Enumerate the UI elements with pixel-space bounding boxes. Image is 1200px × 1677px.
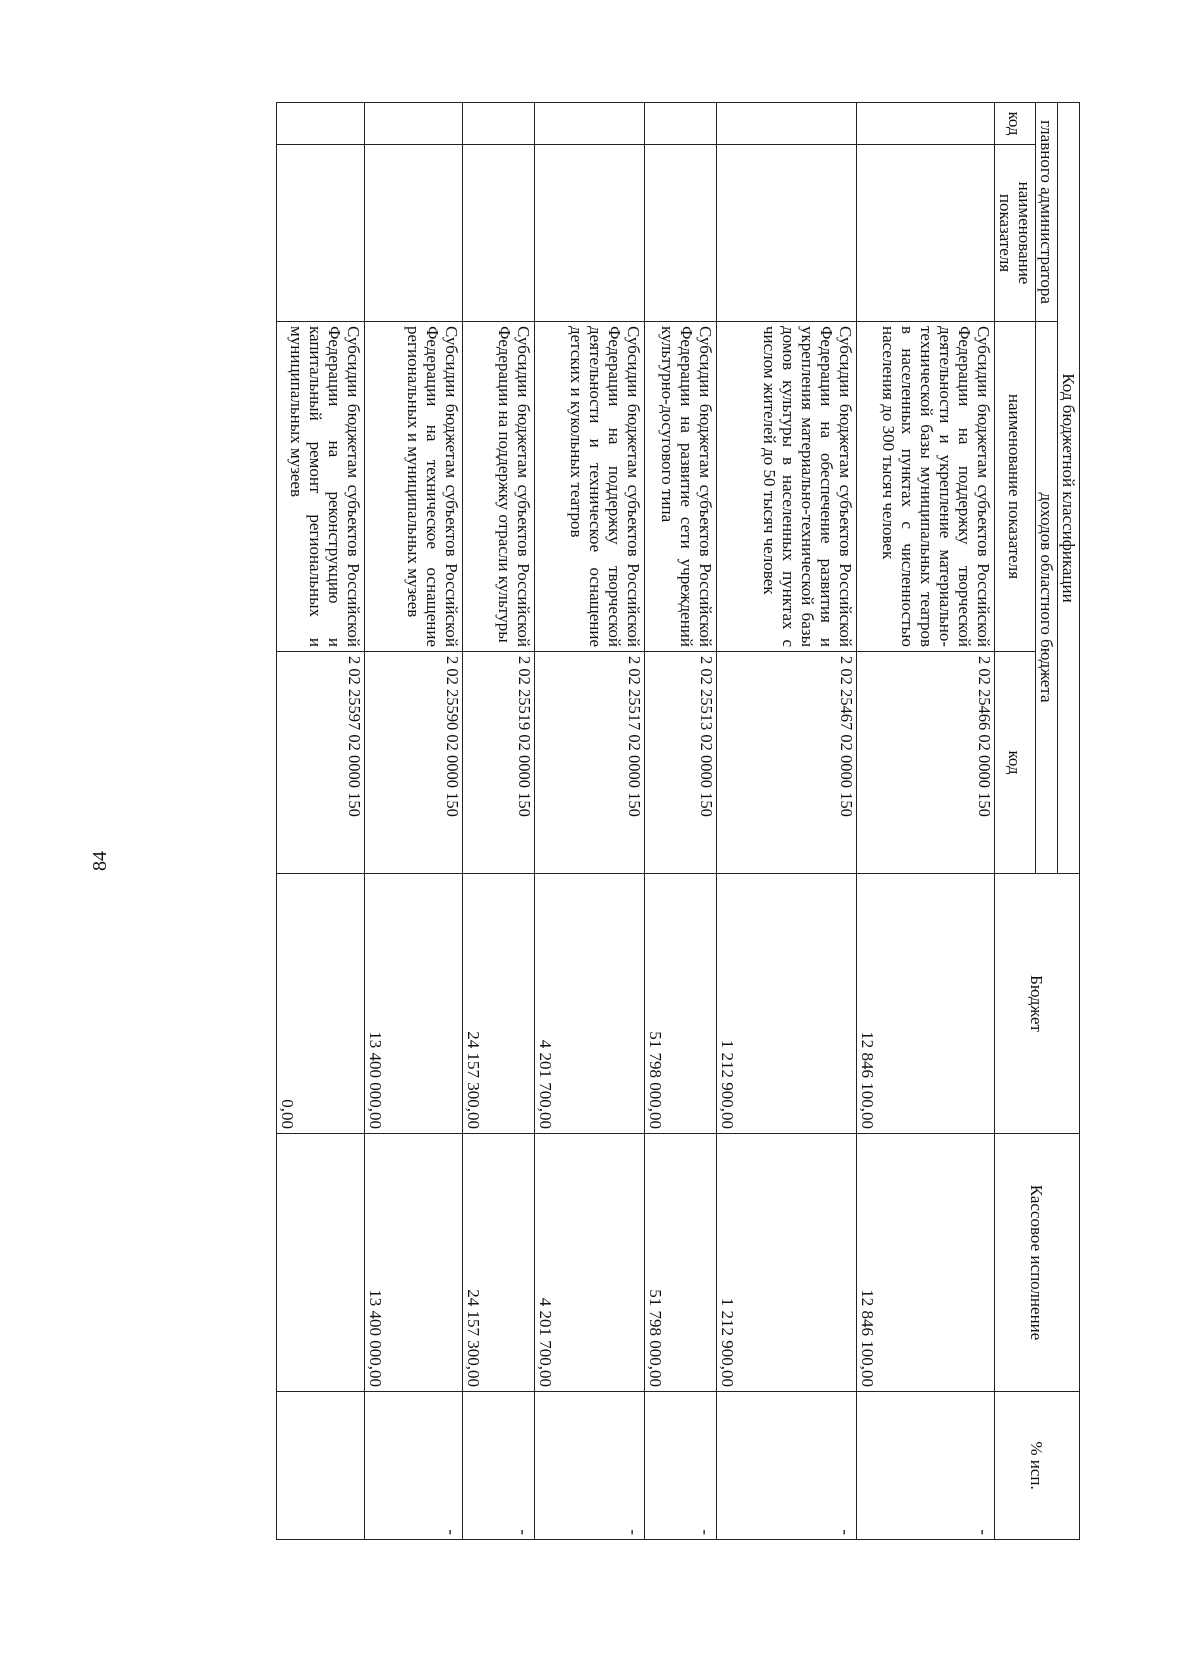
- table-row: [534, 103, 644, 1540]
- table-row: [462, 103, 534, 1540]
- table-row: [644, 103, 716, 1540]
- budget-table: [276, 102, 1080, 1540]
- indicator-name-cell: Субсидии бюджетам субъектов Российской Федерации на реконструкцию и капитальный ремонт региональных и муниципальных музеев: [276, 322, 364, 652]
- table-row: [716, 103, 856, 1540]
- cash-cell: [276, 1134, 364, 1392]
- code-cell: 2 02 25597 02 0000 150: [276, 652, 364, 874]
- income-code-header: код: [994, 652, 1035, 874]
- indicator-name-cell: Субсидии бюджетам субъектов Российской Федерации на техническое оснащение региональных и муниципальных музеев: [364, 322, 462, 652]
- admin-name-cell: [462, 145, 534, 322]
- code-cell: 2 02 25517 02 0000 150: [534, 652, 644, 874]
- indicator-name-cell: Субсидии бюджетам субъектов Российской Федерации на поддержку творческой деятельности и укрепление материально-технической базы муниципальных театров в населенных пунктах с численностью населения до 300 тысяч человек: [856, 322, 994, 652]
- budget-cell: 13 400 000,00: [364, 874, 462, 1134]
- page-number: 84: [89, 851, 111, 871]
- indicator-name-cell: Субсидии бюджетам субъектов Российской Федерации на поддержку отрасли культуры: [462, 322, 534, 652]
- budget-cell: 4 201 700,00: [534, 874, 644, 1134]
- pct-cell: -: [716, 1392, 856, 1540]
- cash-cell: 12 846 100,00: [856, 1134, 994, 1392]
- indicator-name-cell: Субсидии бюджетам субъектов Российской Федерации на обеспечение развития и укрепления материально-технической базы домов культуры в населенных пунктах с числом жителей до 50 тысяч человек: [716, 322, 856, 652]
- indicator-name-cell: Субсидии бюджетам субъектов Российской Федерации на поддержку творческой деятельности и техническое оснащение детских и кукольных театров: [534, 322, 644, 652]
- indicator-name-cell: Субсидии бюджетам субъектов Российской Федерации на развитие сети учреждений культурно-досугового типа: [644, 322, 716, 652]
- admin-name-cell: [716, 145, 856, 322]
- admin-name-cell: [856, 145, 994, 322]
- admin-code-cell: [462, 103, 534, 145]
- code-cell: 2 02 25467 02 0000 150: [716, 652, 856, 874]
- cash-cell: 1 212 900,00: [716, 1134, 856, 1392]
- admin-code-cell: [716, 103, 856, 145]
- cash-execution-header: Кассовое исполнение: [994, 1134, 1079, 1392]
- admin-name-cell: [644, 145, 716, 322]
- budget-header: Бюджет: [994, 874, 1079, 1134]
- admin-name-cell: [276, 145, 364, 322]
- regional-income-header: доходов областного бюджета: [1035, 322, 1057, 874]
- budget-cell: 51 798 000,00: [644, 874, 716, 1134]
- code-cell: 2 02 25519 02 0000 150: [462, 652, 534, 874]
- cash-cell: 51 798 000,00: [644, 1134, 716, 1392]
- table-row: [364, 103, 462, 1540]
- pct-cell: -: [462, 1392, 534, 1540]
- admin-code-cell: [644, 103, 716, 145]
- pct-execution-header: % исп.: [994, 1392, 1079, 1540]
- admin-code-cell: [856, 103, 994, 145]
- admin-name-header: наименование показателя: [994, 145, 1035, 322]
- rotated-page: [200, 102, 1080, 1539]
- budget-classification-header: Код бюджетной классификации: [1057, 103, 1079, 874]
- code-cell: 2 02 25590 02 0000 150: [364, 652, 462, 874]
- budget-cell: 1 212 900,00: [716, 874, 856, 1134]
- cash-cell: 24 157 300,00: [462, 1134, 534, 1392]
- budget-cell: 12 846 100,00: [856, 874, 994, 1134]
- cash-cell: 4 201 700,00: [534, 1134, 644, 1392]
- pct-cell: -: [856, 1392, 994, 1540]
- pct-cell: -: [364, 1392, 462, 1540]
- cash-cell: 13 400 000,00: [364, 1134, 462, 1392]
- admin-name-cell: [364, 145, 462, 322]
- admin-code-cell: [276, 103, 364, 145]
- code-cell: 2 02 25466 02 0000 150: [856, 652, 994, 874]
- budget-cell: 0,00: [276, 874, 364, 1134]
- header-row-1: [1057, 103, 1079, 1540]
- table-row: [856, 103, 994, 1540]
- admin-code-cell: [534, 103, 644, 145]
- pct-cell: [276, 1392, 364, 1540]
- chief-admin-header: главного администратора: [1035, 103, 1057, 322]
- budget-cell: 24 157 300,00: [462, 874, 534, 1134]
- income-name-header: наименование показателя: [994, 322, 1035, 652]
- pct-cell: -: [644, 1392, 716, 1540]
- code-cell: 2 02 25513 02 0000 150: [644, 652, 716, 874]
- admin-code-header: код: [994, 103, 1035, 145]
- admin-code-cell: [364, 103, 462, 145]
- admin-name-cell: [534, 145, 644, 322]
- pct-cell: -: [534, 1392, 644, 1540]
- table-row: [276, 103, 364, 1540]
